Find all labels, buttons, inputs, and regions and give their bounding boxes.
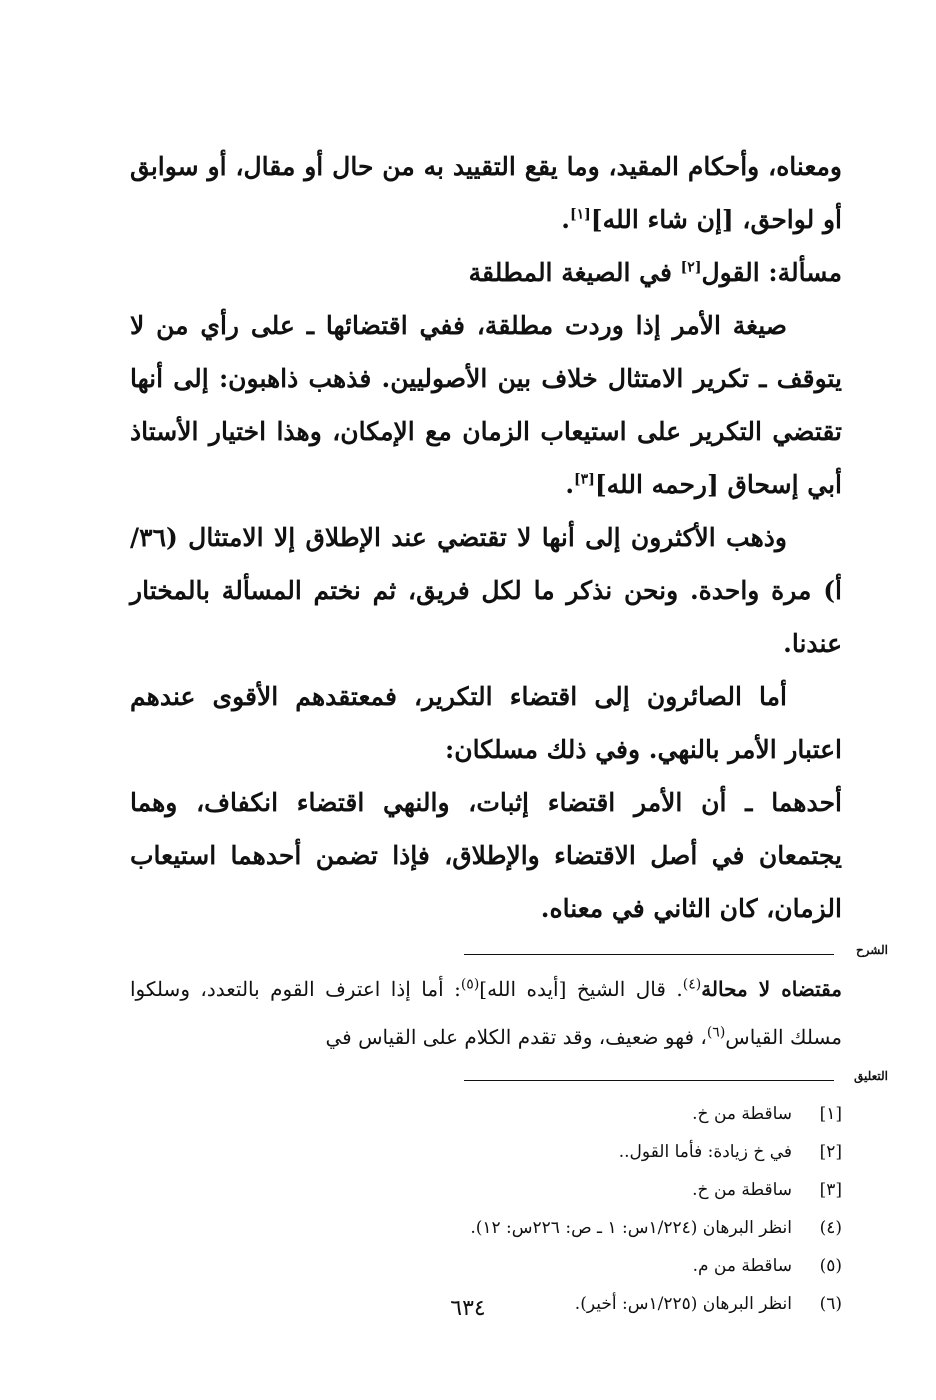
footnote-ref: (٦) bbox=[706, 1024, 726, 1041]
footnote-item bbox=[130, 1133, 842, 1171]
sharh-label: الشرح bbox=[855, 943, 888, 957]
footnote-ref: [١] bbox=[570, 206, 591, 223]
paragraph-3: وذهب الأكثرون إلى أنها لا تقتضي عند الإطلاق إلا الامتثال (٣٦/أ) مرة واحدة. ونحن نذكر ما لكل فريق، ثم نختم المسألة بالمختار عندنا. bbox=[130, 523, 842, 658]
divider-line bbox=[464, 954, 834, 955]
sharh-divider bbox=[130, 943, 888, 965]
sharh-section bbox=[130, 965, 842, 1061]
page-content bbox=[130, 140, 888, 1323]
footnote-number: (٥) bbox=[819, 1256, 842, 1276]
sharh-text: : أما إذا اعترف القوم بالتعدد، وسلكوا مسلك القياس bbox=[130, 977, 842, 1049]
paragraph-text: صيغة الأمر إذا وردت مطلقة، ففي اقتضائها ـ على رأي من لا يتوقف ـ تكرير الامتثال خلاف بين الأصوليين. فذهب ذاهبون: إلى أنها تقتضي التكرير على استيعاب الزمان مع الإمكان، وهذا اختيار الأستاذ أبي إسحاق [رحمه الله] bbox=[130, 311, 842, 499]
footnote-ref: [٢] bbox=[680, 259, 702, 276]
paragraph-text: ومعناه، وأحكام المقيد، وما يقع التقييد به من حال أو مقال، أو سوابق أو لواحق، [إن شاء الله] bbox=[130, 152, 842, 234]
footnote-text: ساقطة من خ. bbox=[692, 1104, 792, 1124]
divider-line bbox=[464, 1080, 834, 1081]
footnote-text: ساقطة من م. bbox=[692, 1256, 792, 1276]
punctuation: . bbox=[565, 470, 575, 499]
ta3liq-divider bbox=[130, 1069, 888, 1091]
page-number: ٦٣٤ bbox=[450, 1296, 486, 1321]
heading-text: في الصيغة المطلقة bbox=[468, 258, 681, 287]
punctuation: . bbox=[561, 205, 570, 234]
footnote-item bbox=[130, 1095, 842, 1133]
footnote-ref: (٤) bbox=[682, 976, 702, 993]
sharh-bold-text: مقتضاه لا محالة bbox=[701, 977, 842, 1001]
paragraph-2 bbox=[130, 299, 842, 511]
heading-text: مسألة: القول bbox=[701, 258, 842, 287]
footnote-number: (٤) bbox=[819, 1218, 842, 1238]
footnote-number: [١] bbox=[819, 1104, 842, 1124]
footnote-text: انظر البرهان (١/٢٢٥س: أخير). bbox=[574, 1294, 792, 1314]
footnote-number: [٣] bbox=[819, 1180, 842, 1200]
footnote-item bbox=[130, 1209, 842, 1247]
footnote-number: [٢] bbox=[819, 1142, 842, 1162]
footnote-item bbox=[130, 1247, 842, 1285]
paragraph-1 bbox=[130, 140, 842, 246]
footnotes-list bbox=[130, 1095, 842, 1323]
footnote-number: (٦) bbox=[819, 1294, 842, 1314]
ta3liq-label: التعليق bbox=[853, 1069, 888, 1083]
paragraph-4: أما الصائرون إلى اقتضاء التكرير، فمعتقدهم الأقوى عندهم اعتبار الأمر بالنهي. وفي ذلك مسلكان: bbox=[130, 682, 842, 764]
paragraph-5: أحدهما ـ أن الأمر اقتضاء إثبات، والنهي اقتضاء انكفاف، وهما يجتمعان في أصل الاقتضاء والإطلاق، فإذا تضمن أحدهما استيعاب الزمان، كان الثاني في معناه. bbox=[130, 788, 842, 923]
section-heading bbox=[130, 246, 842, 299]
sharh-text: ، فهو ضعيف، وقد تقدم الكلام على القياس في bbox=[325, 1025, 707, 1049]
footnote-text: ساقطة من خ. bbox=[692, 1180, 792, 1200]
main-text bbox=[130, 140, 842, 935]
footnote-text: انظر البرهان (١/٢٢٤س: ١ ـ ص: ٢٢٦س: ١٢). bbox=[470, 1218, 792, 1238]
footnote-text: في خ زيادة: فأما القول.. bbox=[618, 1142, 792, 1162]
footnote-item bbox=[130, 1171, 842, 1209]
footnote-ref: [٣] bbox=[574, 471, 595, 488]
sharh-text: . قال الشيخ [أيده الله] bbox=[479, 977, 683, 1001]
footnote-ref: (٥) bbox=[460, 976, 480, 993]
sharh-paragraph bbox=[130, 965, 842, 1061]
